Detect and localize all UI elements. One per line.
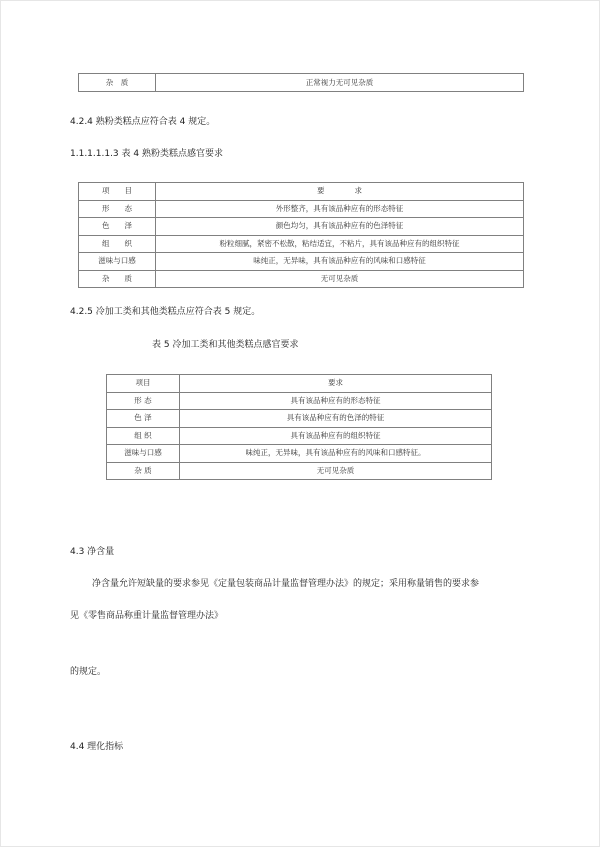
table-row	[79, 253, 524, 271]
header-cell: 要求	[180, 375, 492, 393]
table-cell: 组 织	[79, 235, 156, 253]
section-4-2-4: 4.2.4 熟粉类糕点应符合表 4 规定。	[70, 117, 216, 127]
table-row	[79, 218, 524, 236]
table-header-row	[79, 183, 524, 201]
paragraph-line: 见《零售商品称重计量监督管理办法》	[70, 611, 224, 621]
table-cell: 杂 质	[79, 74, 156, 92]
section-4-2-5: 4.2.5 冷加工类和其他类糕点应符合表 5 规定。	[70, 307, 261, 317]
table-cell: 颜色均匀，具有该品种应有的色泽特征	[156, 218, 524, 236]
table-cell: 滋味与口感	[107, 445, 180, 463]
table-cell: 正常视力无可见杂质	[156, 74, 524, 92]
table-cell: 外形整齐，具有该品种应有的形态特征	[156, 200, 524, 218]
table-row	[79, 235, 524, 253]
table-cell: 杂 质	[79, 270, 156, 288]
header-cell: 项 目	[79, 183, 156, 201]
table4-caption: 1.1.1.1.1.3 表 4 熟粉类糕点感官要求	[70, 149, 223, 159]
table-cell: 色 泽	[79, 218, 156, 236]
table-cell: 无可见杂质	[156, 270, 524, 288]
table-row	[107, 392, 492, 410]
section-4-4-heading: 4.4 理化指标	[70, 742, 124, 752]
table-cell: 形 态	[79, 200, 156, 218]
table-cell: 杂 质	[107, 462, 180, 480]
table-cell: 具有该品种应有的组织特征	[180, 427, 492, 445]
table5-caption: 表 5 冷加工类和其他类糕点感官要求	[152, 340, 299, 350]
top-table	[78, 73, 524, 92]
table-cell: 味纯正，无异味，具有该品种应有的风味和口感特征	[156, 253, 524, 271]
table-cell: 色 泽	[107, 410, 180, 428]
table-5	[106, 374, 492, 480]
table-cell: 组 织	[107, 427, 180, 445]
table-row	[107, 462, 492, 480]
table-4	[78, 182, 524, 288]
table-cell: 滋味与口感	[79, 253, 156, 271]
table-header-row	[107, 375, 492, 393]
table-row	[107, 410, 492, 428]
table-cell: 味纯正，无异味，具有该品种应有的风味和口感特征。	[180, 445, 492, 463]
table-cell: 具有该品种应有的色泽的特征	[180, 410, 492, 428]
table-row	[79, 270, 524, 288]
table-row	[79, 200, 524, 218]
table-cell: 形 态	[107, 392, 180, 410]
paragraph-line: 的规定。	[70, 667, 107, 677]
table-cell: 粉粒细腻，紧密不松散，粘结适宜，不粘片，具有该品种应有的组织特征	[156, 235, 524, 253]
table-cell: 无可见杂质	[180, 462, 492, 480]
paragraph-line: 净含量允许短缺量的要求参见《定量包装商品计量监督管理办法》的规定；采用称量销售的要求参	[92, 579, 480, 589]
table-row	[79, 74, 524, 92]
table-cell: 具有该品种应有的形态特征	[180, 392, 492, 410]
section-4-3-heading: 4.3 净含量	[70, 547, 115, 557]
table-row	[107, 427, 492, 445]
header-cell: 要 求	[156, 183, 524, 201]
header-cell: 项目	[107, 375, 180, 393]
table-row	[107, 445, 492, 463]
